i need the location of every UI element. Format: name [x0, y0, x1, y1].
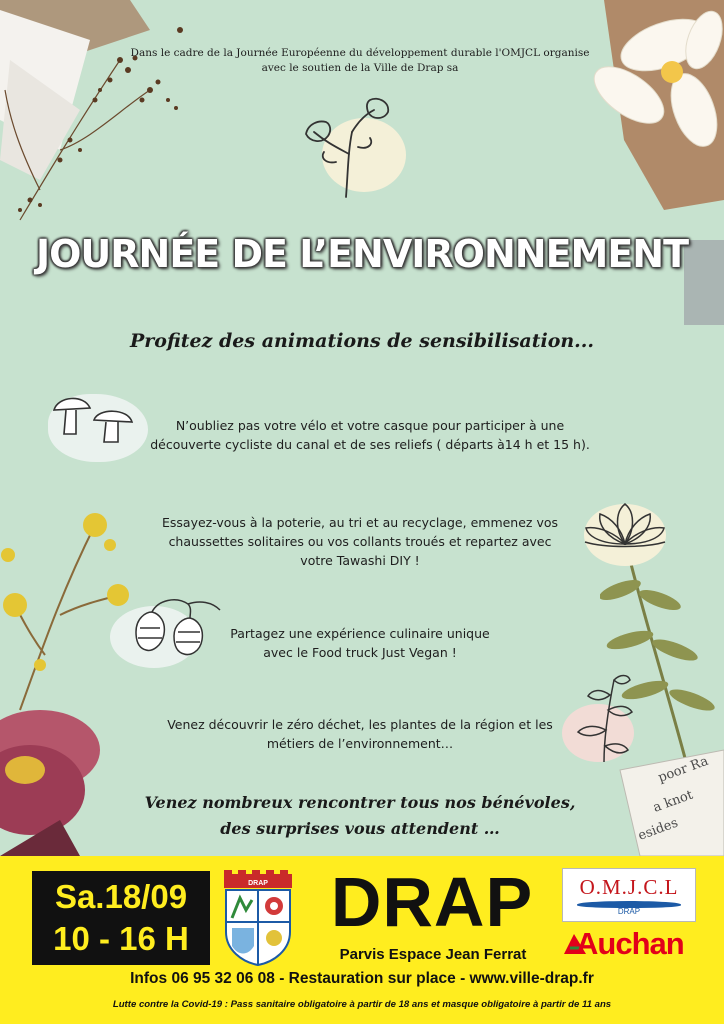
activity-line: N’oubliez pas votre vélo et votre casque pour participer à une: [175, 418, 565, 433]
activity-line: avec le Food truck Just Vegan !: [263, 645, 457, 660]
event-hours: 10 - 16 H: [53, 920, 189, 957]
drap-crest-logo: [222, 870, 294, 966]
intro-text: [110, 46, 610, 76]
subtitle: Profitez des animations de sensibilisation...: [129, 330, 595, 352]
activity-line: Essayez-vous à la poterie, au tri et au recyclage, emmenez vos: [161, 515, 559, 530]
activity-line: Partagez une expérience culinaire unique: [230, 626, 490, 641]
omjcl-subtitle: DRAP: [617, 907, 641, 916]
activity-line: Venez découvrir le zéro déchet, les plantes de la région et les: [167, 717, 553, 732]
svg-text:esides: esides: [636, 815, 681, 844]
date-box: [32, 871, 210, 965]
closing-line: Venez nombreux rencontrer tous nos bénévoles,: [144, 793, 576, 812]
omjcl-name: O.M.J.C.L: [579, 875, 679, 899]
crest-label: DRAP: [248, 880, 268, 887]
closing-text: [80, 790, 640, 842]
top-left-flowers-decoration: [0, 0, 200, 240]
page-title: JOURNÉE DE L’ENVIRONNEMENT: [35, 232, 689, 276]
closing-line: des surprises vous attendent …: [220, 819, 500, 838]
svg-text:poor Ra: poor Ra: [656, 753, 711, 786]
auchan-wordmark: Auchan: [576, 926, 684, 961]
flower-icon: [580, 500, 670, 550]
activity-line: chaussettes solitaires ou vos collants troués et repartez avec: [168, 534, 552, 549]
activity-line: métiers de l’environnement…: [266, 736, 454, 751]
activity-line: découverte cycliste du canal et de ses reliefs ( départs à14 h et 15 h).: [150, 437, 590, 452]
intro-line: Dans le cadre de la Journée Européenne du développement durable l'OMJCL organise: [130, 47, 590, 59]
activity-zero-waste: [140, 715, 580, 753]
activity-food-truck: [190, 624, 530, 662]
contact-info: Infos 06 95 32 06 08 - Restauration sur place - www.ville-drap.fr: [130, 970, 594, 987]
svg-text:a knot: a knot: [651, 787, 696, 816]
event-place: Parvis Espace Jean Ferrat: [339, 946, 527, 963]
mushrooms-icon: [50, 392, 134, 446]
covid-notice: Lutte contre la Covid-19 : Pass sanitaire obligatoire à partir de 18 ans et masque obligatoire à partir de 11 ans: [112, 999, 612, 1010]
event-city: DRAP: [330, 863, 534, 941]
activity-line: votre Tawashi DIY !: [300, 553, 420, 568]
auchan-logo: [562, 926, 702, 966]
info-band: [0, 856, 724, 1024]
omjcl-logo: [562, 868, 696, 922]
intro-line: avec le soutien de la Ville de Drap sa: [261, 62, 459, 74]
activity-bike: [140, 416, 600, 454]
event-date: Sa.18/09: [54, 878, 188, 915]
rose-icon: [296, 92, 396, 200]
activity-workshops: [130, 513, 590, 570]
